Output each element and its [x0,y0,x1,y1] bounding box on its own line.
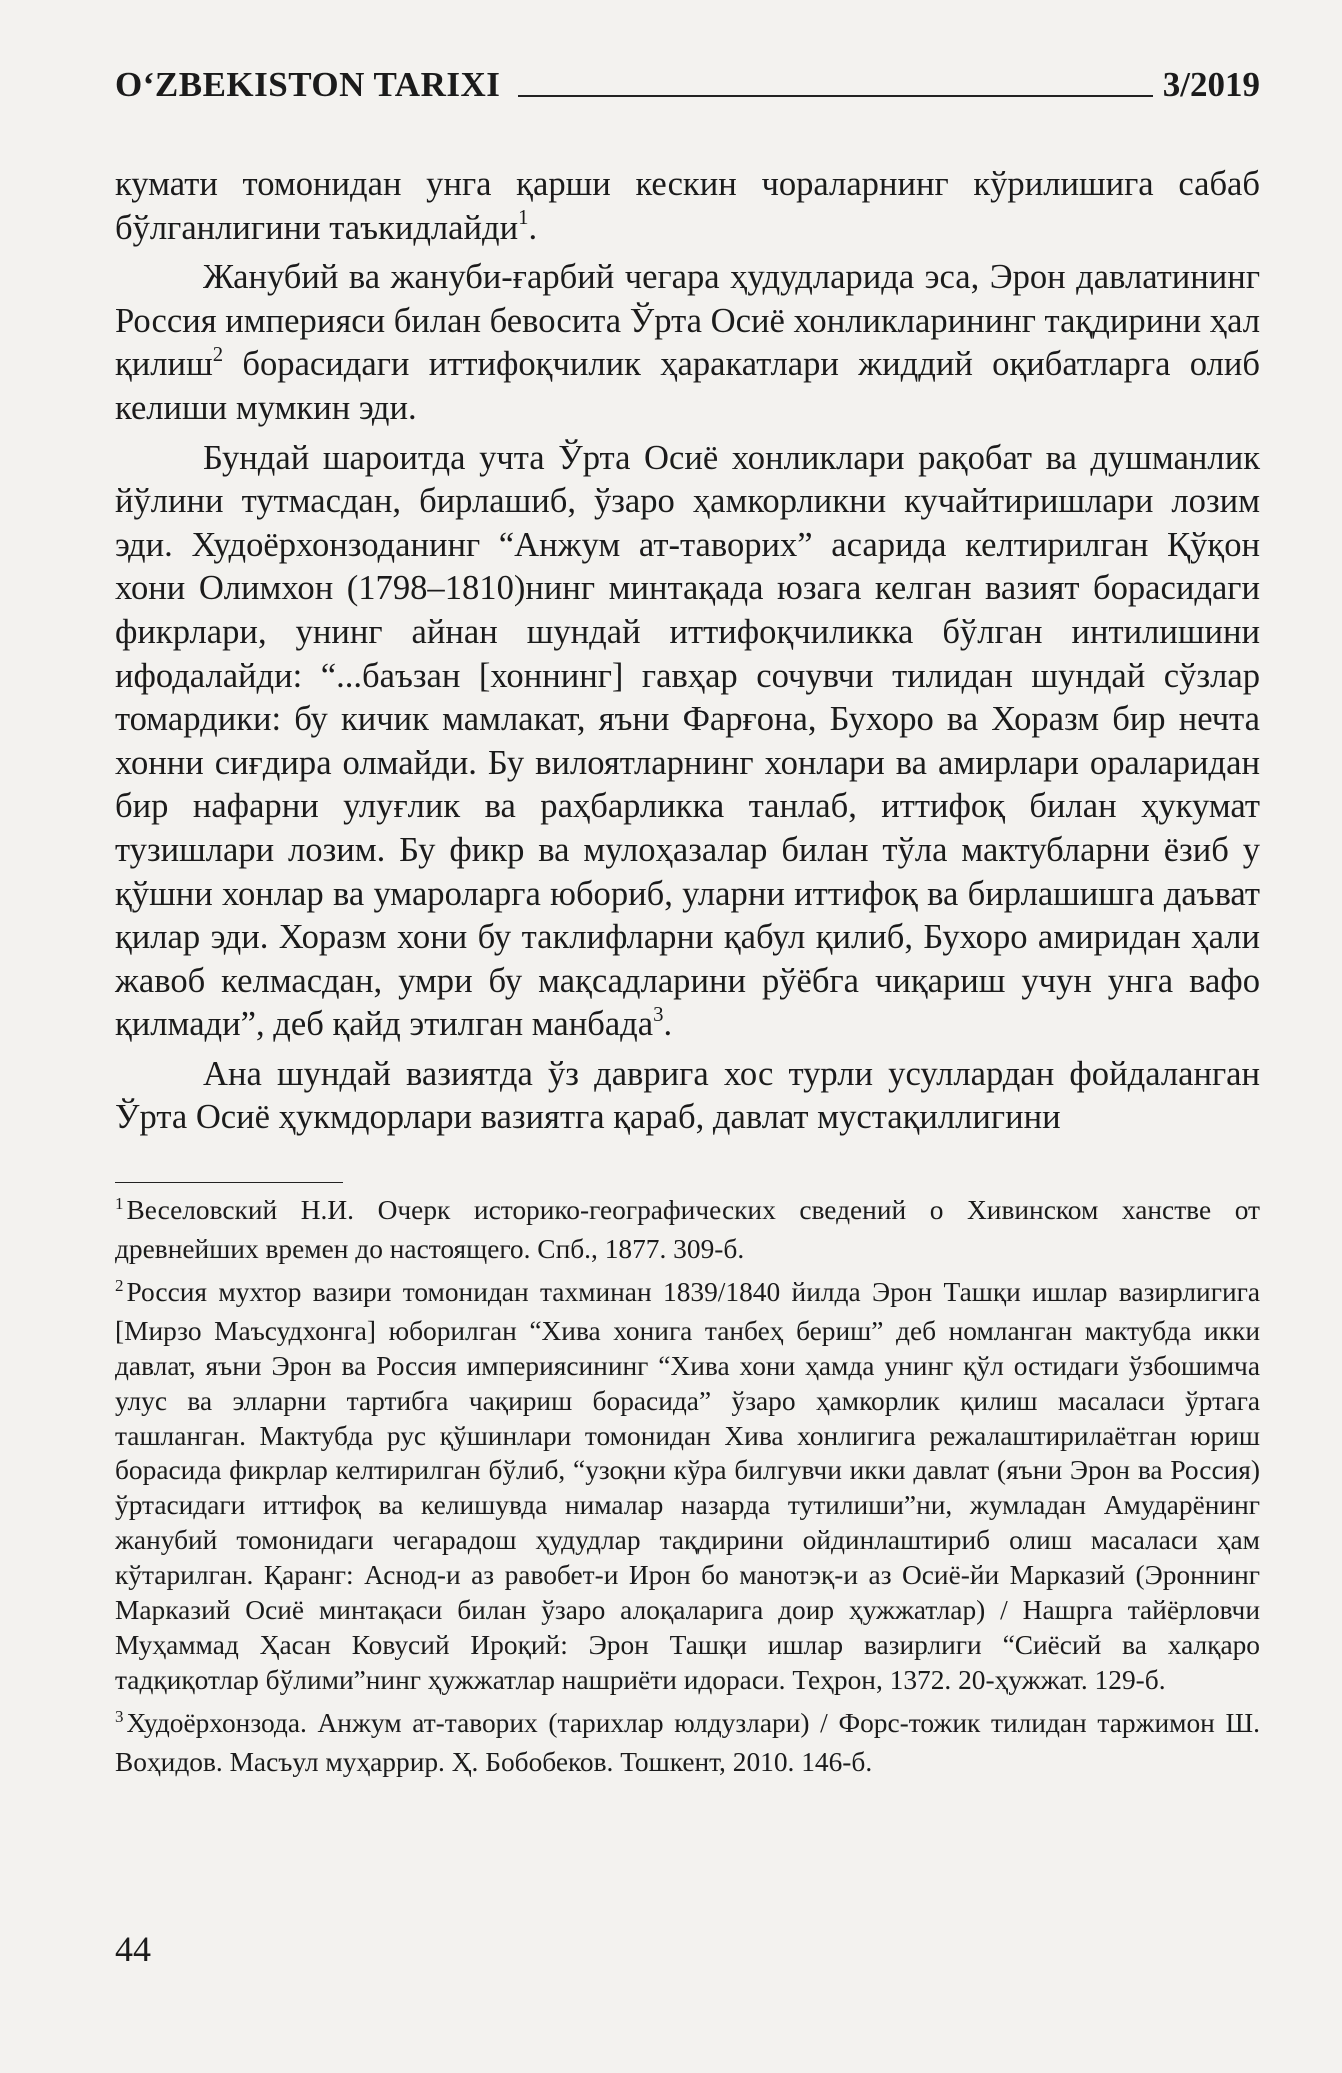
footnotes [115,1193,1260,1780]
footnote-ref: 3 [653,1003,664,1026]
journal-title: O‘ZBEKISTON TARIXI [115,65,501,104]
footnote-mark: 2 [115,1275,124,1295]
paragraph: Жанубий ва жануби-ғарбий чегара ҳудудларида эса, Эрон давлатининг Россия империяси билан бевосита Ўрта Осиё хонликларининг тақдирини ҳал қилиш$^2$ борасидаги иттифоқчилик ҳаракатлари жиддий оқибатларга олиб келиши мумкин эди. [115,258,1260,427]
footnote: $^1$ Веселовский Н.И. Очерк историко-географических сведений о Хивинском ханстве от древнейших времен до настоящего. Спб., 1877. 309-б. [115,1194,1260,1264]
footnote: $^3$ Худоёрхонзода. Анжум ат-таворих (тарихлар юлдузлари) / Форс-тожик тилидан таржимон Ш. Воҳидов. Масъул муҳаррир. Ҳ. Бобобеков. Тошкент, 2010. 146-б. [115,1706,1260,1777]
article-body [115,163,1260,1140]
paragraph: Ана шундай вазиятда ўз даврига хос турли усуллардан фойдаланган Ўрта Осиё ҳукмдорлари вазиятга қараб, давлат мустақиллигини [115,1054,1260,1137]
issue-number: 3/2019 [1162,65,1260,104]
header-rule [518,95,1152,97]
paragraph: кумати томонидан унга қарши кескин чораларнинг кўрилишига сабаб бўлганлигини таъкидлайди$^1$. [115,165,1260,247]
paragraph: Бундай шароитда учта Ўрта Осиё хонликлари рақобат ва душманлик йўлини тутмасдан, бирлашиб, ўзаро ҳамкорликни кучайтиришлари лозим эди. Худоёрхонзоданинг “Анжум ат-таворих” асарида келтирилган Қўқон хони Олимхон (1798–1810)нинг минтақада юзага келган вазият борасидаги фикрлари, унинг айнан шундай иттифоқчиликка бўлган интилишини ифодалайди: “...баъзан [хоннинг] гавҳар сочувчи тилидан шундай сўзлар томардики: бу кичик мамлакат, яъни Фарғона, Бухоро ва Хоразм бир нечта хонни сиғдира олмайди. Бу вилоятларнинг хонлари ва амирлари ораларидан бир нафарни улуғлик ва раҳбарликка танлаб, иттифоқ билан ҳукумат тузишлари лозим. Бу фикр ва мулоҳазалар билан тўла мактубларни ёзиб у қўшни хонлар ва умароларга юбориб, уларни иттифоқ ва бирлашишга даъват қилар эди. Хоразм хони бу таклифларни қабул қилиб, Бухоро амиридан ҳали жавоб келмасдан, умри бу мақсадларини рўёбга чиқариш учун унга вафо қилмади”, деб қайд этилган манбада$^3$. [115,438,1260,1044]
footnote-ref: 2 [212,343,224,366]
page-number: 44 [115,1929,151,1969]
footnote-divider [115,1182,343,1183]
footnote-mark: 3 [115,1706,124,1726]
footnote-mark: 1 [115,1194,124,1214]
footnote: $^2$ Россия мухтор вазири томонидан тахминан 1839/1840 йилда Эрон Ташқи ишлар вазирлигига [Мирзо Маъсудхонга] юборилган “Хива хонига танбеҳ бериш” деб номланган мактубда икки давлат, яъни Эрон ва Россия империясининг “Хива хони ҳамда унинг қўл остидаги ўзбошимча улус ва элларни тартибга чақириш борасида” ўзаро ҳамкорлик қилиш масаласи ўртага ташланган. Мактубда рус қўшинлари томонидан Хива хонлигига режалаштирилаётган юриш борасида фикрлар келтирилган бўлиб, “узоқни кўра билгувчи икки давлат (яъни Эрон ва Россия) ўртасидаги иттифоқ ва келишувда нималар назарда тутилиши”ни, жумладан Амударёнинг жанубий томонидаги чегарадош ҳудудлар тақдирини ойдинлаштириб олиш масаласи ҳам кўтарилган. Қаранг: Аснод-и аз равобет-и Ирон бо манотэқ-и аз Осиё-йи Марказий (Эроннинг Марказий Осиё минтақаси билан ўзаро алоқаларига доир ҳужжатлар) / Нашрга тайёрловчи Муҳаммад Ҳасан Ковусий Ироқий: Эрон Ташқи ишлар вазирлиги “Сиёсий ва халқаро тадқиқотлар бўлими”нинг ҳужжатлар нашриёти идораси. Теҳрон, 1372. 20-ҳужжат. 129-б. [115,1275,1260,1695]
running-header [115,55,1260,105]
journal-page [115,55,1260,1780]
footnote-ref: 1 [518,207,529,230]
